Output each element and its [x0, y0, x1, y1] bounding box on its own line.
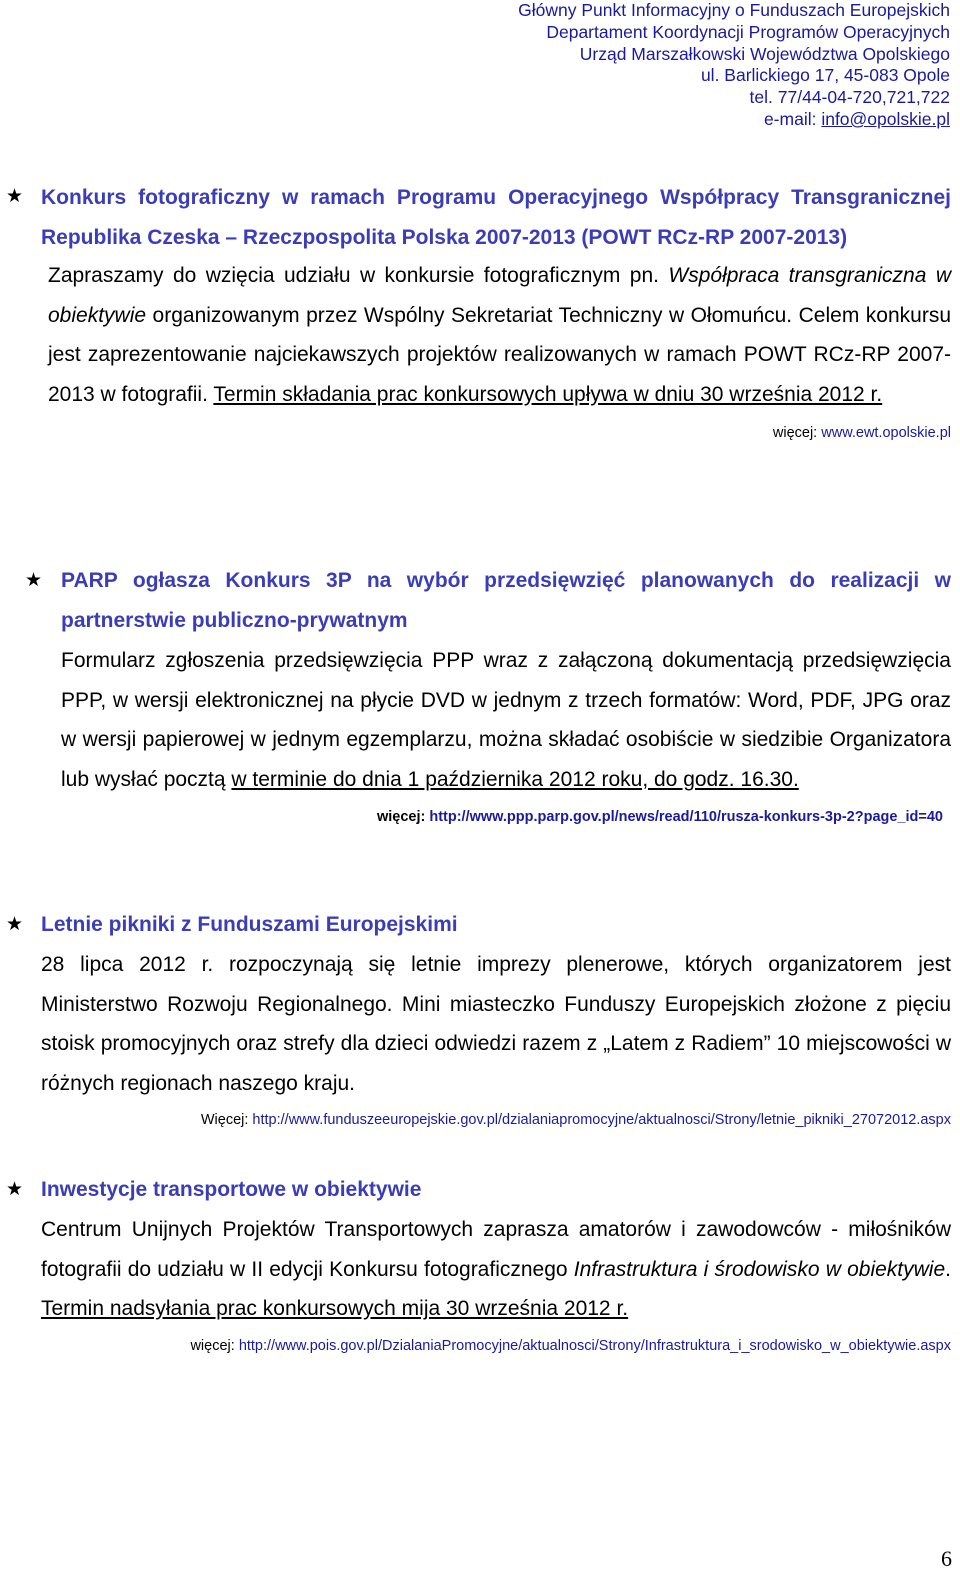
star-icon: ★ [6, 1179, 24, 1200]
more-link-1[interactable]: więcej: www.ewt.opolskie.pl [772, 425, 951, 441]
star-icon: ★ [6, 914, 24, 935]
header-line-2: Departament Koordynacji Programów Operacyjnych [546, 21, 950, 42]
italic-text: Współpraca transgraniczna w obiektywie [48, 264, 951, 327]
email-link[interactable]: info@opolskie.pl [821, 108, 950, 129]
news-body-1: Zapraszamy do wzięcia udziału w konkursie fotograficznym pn. Współpraca transgraniczna w obiektywie organizowanym przez Wspólny Sekretariat Techniczny w Ołomuńcu. Celem konkursu jest zaprezentowanie najciekawszych projektów realizowanych w ramach POWT RCz-RP 2007-2013 w fotografii. Termin składania prac konkursowych upływa w dniu 30 września 2012 r. [48, 264, 951, 406]
news-title-3: Letnie pikniki z Funduszami Europejskimi [41, 913, 458, 936]
more-link-4[interactable]: więcej: http://www.pois.gov.pl/DzialaniaPromocyjne/aktualnosci/Strony/Infrastruktura_i_srodowisko_w_obiektywie.aspx [190, 1337, 951, 1354]
deadline-text: w terminie do dnia 1 października 2012 roku, do godz. 16.30. [231, 767, 799, 791]
contact-header [518, 0, 950, 131]
news-title-4: Inwestycje transportowe w obiektywie [41, 1178, 422, 1201]
star-icon: ★ [25, 570, 43, 591]
news-item-4 [0, 1170, 951, 1356]
deadline-text: Termin składania prac konkursowych upływa w dniu 30 września 2012 r. [213, 382, 883, 406]
header-email-line [518, 109, 950, 131]
news-body-4: Centrum Unijnych Projektów Transportowych zaprasza amatorów i zawodowców - miłośników fotografii do udziału w II edycji Konkursu fotograficznego Infrastruktura i środowisko w obiektywie. Termin nadsyłania prac konkursowych mija 30 września 2012 r. [41, 1218, 951, 1320]
header-line-1: Główny Punkt Informacyjny o Funduszach Europejskich [518, 0, 950, 20]
header-line-5: tel. 77/44-04-720,721,722 [749, 87, 950, 108]
news-title-1: Konkurs fotograficzny w ramach Programu Operacyjnego Współpracy Transgranicznej Republika Czeska – Rzeczpospolita Polska 2007-2013 (POWT RCz-RP 2007-2013) [41, 186, 951, 249]
italic-text: Infrastruktura i środowisko w obiektywie [573, 1257, 946, 1281]
email-label: e-mail: [763, 108, 822, 129]
news-item-1 [0, 178, 951, 443]
page-number: 6 [941, 1546, 952, 1571]
more-link-2[interactable]: więcej: http://www.ppp.parp.gov.pl/news/read/110/rusza-konkurs-3p-2?page_id=40 [376, 809, 943, 825]
more-link-3[interactable]: Więcej: http://www.funduszeeuropejskie.gov.pl/dzialaniapromocyjne/aktualnosci/Strony/letnie_pikniki_27072012.aspx [200, 1112, 951, 1128]
news-title-2: PARP ogłasza Konkurs 3P na wybór przedsięwzięć planowanych do realizacji w partnerstwie publiczno-prywatnym [61, 569, 951, 632]
news-body-2: Formularz zgłoszenia przedsięwzięcia PPP wraz z załączoną dokumentacją przedsięwzięcia PPP, w wersji elektronicznej na płycie DVD w jednym z trzech formatów: Word, PDF, JPG oraz w wersji papierowej w jednym egzemplarzu, można składać osobiście w siedzibie Organizatora lub wysłać pocztą w terminie do dnia 1 października 2012 roku, do godz. 16.30. [61, 649, 951, 791]
news-body-3: 28 lipca 2012 r. rozpoczynają się letnie imprezy plenerowe, których organizatorem jest Ministerstwo Rozwoju Regionalnego. Mini miasteczko Funduszy Europejskich złożone z pięciu stoisk promocyjnych oraz strefy dla dzieci odwiedzi razem z „Latem z Radiem” 10 miejscowości w różnych regionach naszego kraju. [41, 953, 951, 1095]
deadline-text: Termin nadsyłania prac konkursowych mija 30 września 2012 r. [41, 1297, 629, 1320]
news-item-2 [0, 561, 951, 827]
star-icon: ★ [6, 186, 24, 207]
header-line-4: ul. Barlickiego 17, 45-083 Opole [700, 65, 950, 86]
header-line-3: Urząd Marszałkowski Województwa Opolskiego [579, 43, 950, 64]
news-item-3 [0, 905, 951, 1130]
